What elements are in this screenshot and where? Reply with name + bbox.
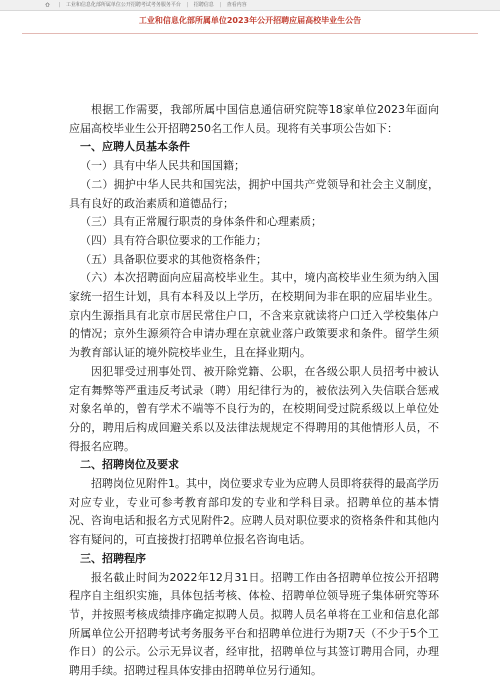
section-heading: 一、应聘人员基本条件 (80, 140, 190, 154)
breadcrumb-separator: | (219, 2, 222, 8)
article-paragraph: （六）本次招聘面向应届高校毕业生。其中，境内高校毕业生须为纳入国家统一招生计划，具有本科及以上学历，在校期间为非在职的应届毕业生。京内生源指具有北京市居民常住户口，不含来京就读将户口迁入学校集体户的情况；京外生源须符合申请办理在京就业落户政策要求和条件。留学生须为教育部认证的境外院校毕业生，且在择业期内。 (69, 271, 439, 360)
article-paragraph: （三）具有正常履行职责的身体条件和心理素质； (80, 215, 322, 229)
breadcrumb-current: 查看内容 (226, 2, 247, 8)
article-paragraph: 根据工作需要，我部所属中国信息通信研究院等18家单位2023年面向应届高校毕业生公开招聘250名工作人员。现将有关事项公告如下： (69, 103, 439, 135)
article-title: 工业和信息化部所属单位2023年公开招聘应届高校毕业生公告 (138, 16, 362, 25)
article-paragraph: 招聘岗位见附件1。其中，岗位要求专业为应聘人员即将获得的最高学历对应专业，专业可参考教育部印发的专业和学科目录。招聘单位的基本情况、咨询电话和报名方式见附件2。应聘人员对职位要求的资格条件和其他内容有疑问的，可直接拨打招聘单位报名咨询电话。 (69, 477, 439, 547)
breadcrumb-recruitment-link[interactable]: 招聘信息 (193, 2, 214, 8)
home-icon[interactable] (45, 2, 50, 7)
article-paragraph: （一）具有中华人民共和国国籍； (80, 159, 245, 173)
breadcrumb-separator: | (186, 2, 189, 8)
breadcrumb-platform-link[interactable]: 工业和信息化部所属单位公开招聘考试考务服务平台 (65, 2, 181, 8)
article-paragraph: （四）具有符合职位要求的工作能力； (80, 233, 267, 247)
article-paragraph: 因犯罪受过刑事处罚、被开除党籍、公职，在各级公职人员招考中被认定有舞弊等严重违反考试录（聘）用纪律行为的，被依法列入失信联合惩戒对象名单的，曾有学术不端等不良行为的，在校期间受过院系级以上单位处分的，聘用后构成回避关系以及法律法规规定不得聘用的其他情形人员，不得报名应聘。 (69, 364, 439, 453)
article-paragraph: （五）具备职位要求的其他资格条件； (80, 252, 267, 266)
article-paragraph: 报名截止时间为2022年12月31日。招聘工作由各招聘单位按公开招聘程序自主组织实施，具体包括考核、体检、招聘单位领导班子集体研究等环节，并按照考核成绩排序确定拟聘人员。拟聘人员名单将在工业和信息化部所属单位公开招聘考试考务服务平台和招聘单位进行为期7天（不少于5个工作日）的公示。公示无异议者，经审批，招聘单位与其签订聘用合同，办理聘用手续。招聘过程具体安排由招聘单位另行通知。 (69, 570, 439, 678)
article-paragraph: （二）拥护中华人民共和国宪法，拥护中国共产党领导和社会主义制度，具有良好的政治素质和道德品行； (69, 177, 439, 210)
breadcrumb-separator: | (58, 2, 61, 8)
section-heading: 二、招聘岗位及要求 (80, 458, 179, 472)
breadcrumb (0, 0, 500, 11)
section-heading: 三、招聘程序 (80, 551, 146, 565)
title-divider (22, 33, 478, 34)
article-body (69, 101, 439, 681)
